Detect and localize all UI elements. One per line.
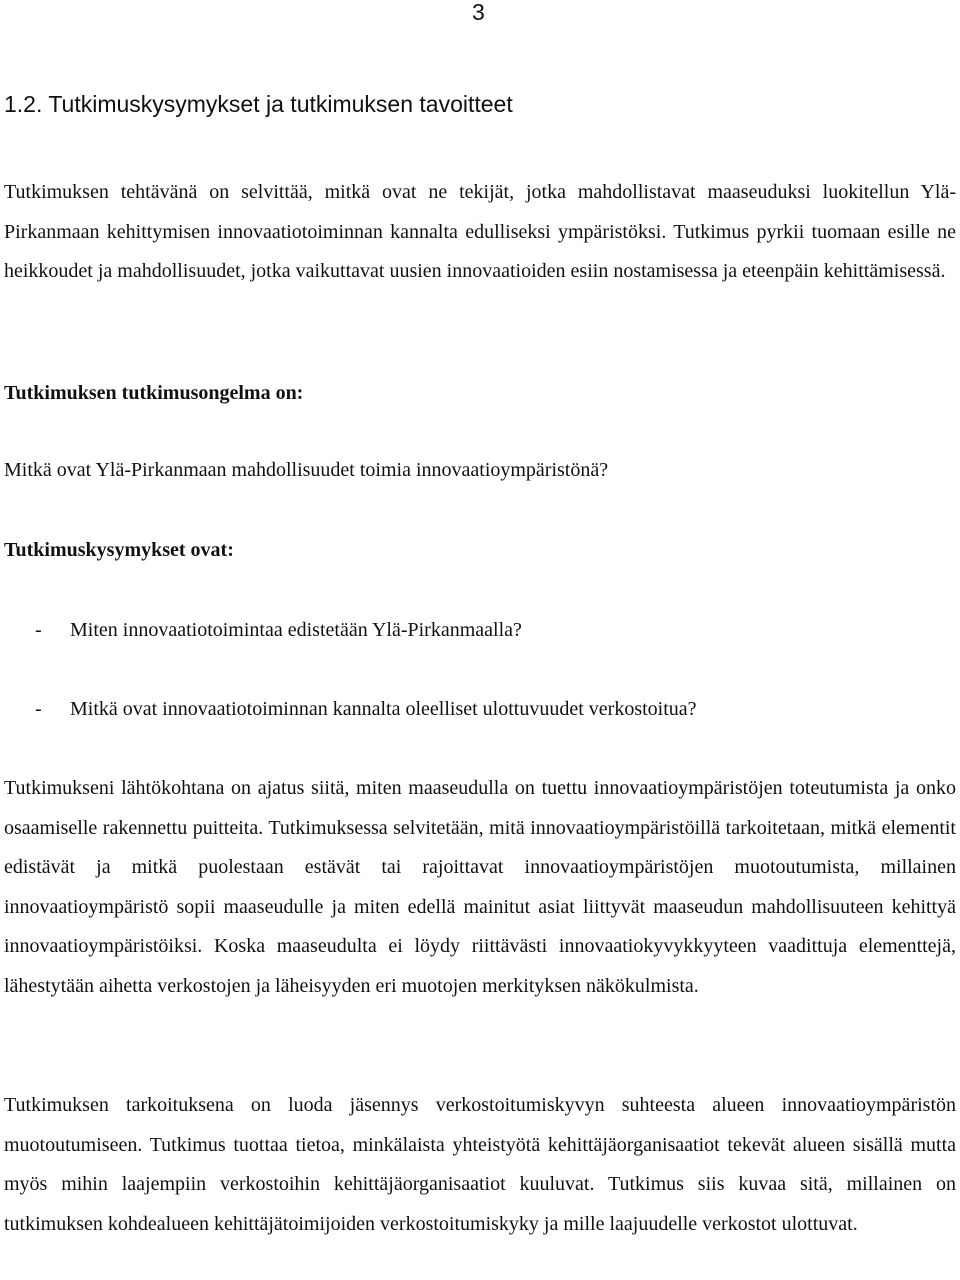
- question-item: [4, 694, 697, 724]
- question-item: [4, 615, 522, 645]
- research-questions-heading: Tutkimuskysymykset ovat:: [4, 539, 234, 561]
- purpose-paragraph: Tutkimuksen tarkoituksena on luoda jäsennys verkostoitumiskyvyn suhteesta alueen innovaatioympäristön muotoutumiseen. Tutkimus tuottaa tietoa, minkälaista yhteistyötä kehittäjäorganisaatiot tekevät alueen sisällä mutta myös mihin laajempiin verkostoihin kehittäjäorganisaatiot kuuluvat. Tutkimus siis kuvaa sitä, millainen on tutkimuksen kohdealueen kehittäjätoimijoiden verkostoitumiskyky ja mille laajuudelle verkostot ulottuvat.: [4, 1094, 956, 1235]
- starting-point-paragraph: Tutkimukseni lähtökohtana on ajatus siitä, miten maaseudulla on tuettu innovaatioympäristöjen toteutumista ja onko osaamiselle rakennettu puitteita. Tutkimuksessa selvitetään, mitä innovaatioympäristöillä tarkoitetaan, mitkä elementit edistävät ja mitkä puolestaan estävät tai rajoittavat innovaatioympäristöjen muotoutumista, millainen innovaatioympäristö sopii maaseudulle ja miten edellä mainitut asiat liittyvät maaseudun mahdollisuuteen kehittyä innovaatioympäristöiksi. Koska maaseudulta ei löydy riittävästi innovaatiokyvykkyyteen vaadittuja elementtejä, lähestytään aihetta verkostojen ja läheisyyden eri muotojen merkityksen näkökulmista.: [4, 777, 956, 997]
- question-text: Mitkä ovat innovaatiotoiminnan kannalta oleelliset ulottuvuudet verkostoitua?: [70, 698, 697, 720]
- research-problem-text: Mitkä ovat Ylä-Pirkanmaan mahdollisuudet toimia innovaatioympäristönä?: [4, 459, 609, 481]
- page-number: 3: [472, 0, 485, 25]
- dash-bullet: -: [35, 698, 42, 720]
- section-heading: 1.2. Tutkimuskysymykset ja tutkimuksen tavoitteet: [4, 91, 513, 117]
- dash-bullet: -: [35, 619, 42, 641]
- intro-paragraph: Tutkimuksen tehtävänä on selvittää, mitkä ovat ne tekijät, jotka mahdollistavat maaseuduksi luokitellun Ylä-Pirkanmaan kehittymisen innovaatiotoiminnan kannalta edulliseksi ympäristöksi. Tutkimus pyrkii tuomaan esille ne heikkoudet ja mahdollisuudet, jotka vaikuttavat uusien innovaatioiden esiin nostamisessa ja eteenpäin kehittämisessä.: [4, 181, 956, 282]
- question-text: Miten innovaatiotoimintaa edistetään Ylä-Pirkanmaalla?: [70, 619, 522, 641]
- research-problem-heading: Tutkimuksen tutkimusongelma on:: [4, 382, 304, 404]
